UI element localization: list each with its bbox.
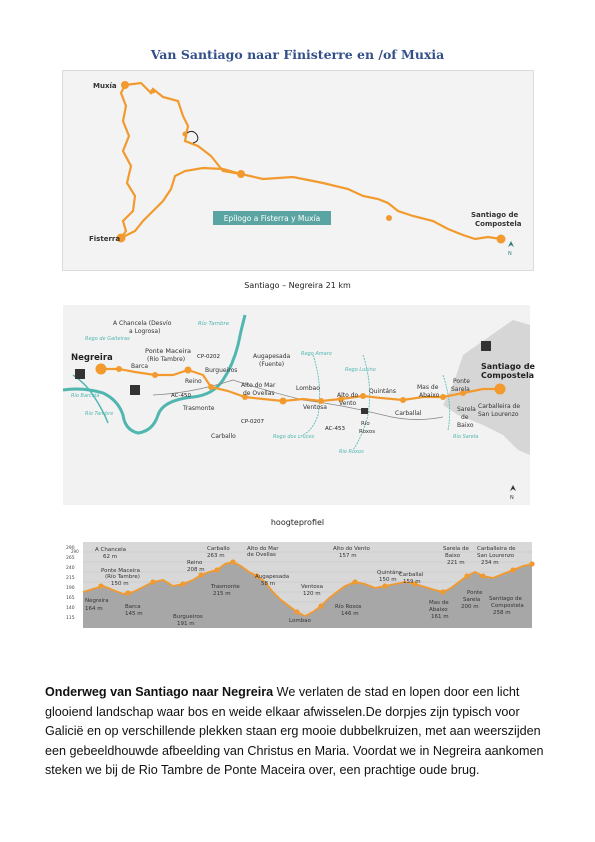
waypoint-marker: [400, 397, 406, 403]
north-label: N: [510, 495, 514, 501]
house-icon: [481, 341, 491, 351]
barca-label: Barca: [131, 363, 149, 370]
stop-label-santiago-2: Compostela: [491, 603, 524, 609]
stop-elev-sarela-baixo: 221 m: [447, 560, 465, 566]
stage-route-map: [63, 305, 535, 505]
stop-label-carballeira: Carballeira de: [477, 546, 516, 552]
route-muxia-junction: [125, 83, 241, 174]
north-label: N: [508, 251, 512, 257]
cp0207-label: CP-0207: [241, 419, 265, 425]
augapesada-label-2: (Fuente): [259, 361, 285, 368]
route-fisterra-junction: [121, 168, 241, 238]
stop-label-carballeira-2: San Lourenzo: [477, 553, 515, 559]
route-overview-svg: [63, 71, 533, 270]
rio-sarela-label: Río Sarela: [453, 434, 479, 440]
stop-label-sarela-baixo: Sarela de: [443, 546, 469, 552]
waypoint-marker: [440, 394, 446, 400]
alto-vento-label: Alto do: [337, 392, 359, 399]
waypoint-marker: [183, 132, 188, 137]
stop-label-carballo: Carballo: [207, 546, 230, 552]
rio-roxos-label-2: Roxos: [359, 429, 376, 435]
stop-label-mas-abaixo: Mas de: [429, 600, 449, 606]
stop-label-achancela: A Chancela: [95, 547, 126, 553]
ponte-maceira-label-2: (Río Tambre): [147, 356, 186, 363]
route-junction-santiago: [241, 174, 501, 239]
house-icon: [75, 369, 85, 379]
stop-elev-trasmonte: 215 m: [213, 591, 231, 597]
stop-label-lombao: Lombao: [289, 618, 311, 624]
elevation-profile-svg: [71, 542, 532, 628]
waypoint-marker: [185, 367, 192, 374]
sarela-abaixo-label-2: de: [461, 414, 469, 421]
stop-label-barca: Barca: [125, 604, 141, 610]
alto-mar-label: Alto do Mar: [241, 382, 276, 389]
carballal-label: Carballal: [395, 410, 422, 417]
stop-label-quintans: Quintáns: [377, 570, 402, 576]
waypoint-marker: [151, 89, 156, 94]
stop-elev-ventosa: 120 m: [303, 591, 321, 597]
ponte-sarela-label-2: Sarela: [451, 386, 470, 393]
page-title: Van Santiago naar Finisterre en /of Muxia: [150, 47, 445, 62]
house-icon: [130, 385, 140, 395]
stop-label-ponte-maceira-2: (Río Tambre): [105, 574, 140, 580]
stop-label-augapesada: Augapesada: [255, 574, 290, 580]
chancela-label: A Chancela (Desvío: [113, 320, 172, 327]
route-fisterra-muxia: [121, 85, 135, 238]
augapesada-label: Augapesada: [253, 353, 291, 360]
camera-icon: [361, 408, 368, 414]
santiago-label-line1: Santiago de: [471, 211, 519, 219]
waypoint-marker: [208, 384, 214, 390]
carballo-label: Carballo: [211, 433, 236, 440]
rio-barcala-label: Río Barcala: [71, 393, 100, 399]
rego-gaiteiras-label: Rego de Gaiteiras: [85, 336, 130, 342]
stop-label-alto-mar: Alto do Mar: [247, 546, 279, 552]
santiago-label-2: Compostela: [481, 371, 535, 380]
stop-label-sarela-baixo-2: Baixo: [445, 553, 461, 559]
waypoint-marker: [152, 372, 158, 378]
stop-elev-rio-roxos: 146 m: [341, 611, 359, 617]
y-tick-label: 290: [66, 546, 75, 551]
stop-label-alto-vento: Alto do Vento: [333, 546, 370, 552]
stop-label-santiago: Santiago de: [489, 596, 522, 602]
stop-elev-carballal: 159 m: [403, 579, 421, 585]
alto-mar-label-2: de Ovellas: [243, 390, 275, 397]
stop-elev-carballeira: 234 m: [481, 560, 499, 566]
rego-cruces-label: Rego dos cruces: [273, 434, 315, 440]
waypoint-marker: [386, 215, 392, 221]
junction-marker: [237, 170, 245, 178]
carballeira-label: Carballeira de: [478, 403, 521, 410]
ponte-maceira-label: Ponte Maceira: [145, 347, 192, 355]
y-tick-label: 165: [66, 596, 75, 601]
y-tick-label: 290: [71, 549, 79, 554]
map-caption: Santiago – Negreira 21 km: [244, 281, 351, 290]
stop-elev-augapesada: 58 m: [261, 581, 276, 587]
stop-elev-ponte-sarela: 200 m: [461, 604, 479, 610]
epilogue-label: Epílogo a Fisterra y Muxía: [223, 214, 321, 223]
chancela-label-2: a Logrosa): [129, 328, 161, 335]
quintans-label: Quintáns: [369, 388, 396, 395]
route-overview-map: [62, 70, 534, 271]
profile-caption: hoogteprofiel: [270, 518, 325, 527]
elevation-profile: [71, 542, 532, 628]
stop-elev-ponte-maceira: 150 m: [111, 581, 129, 587]
santiago-marker: [495, 384, 506, 395]
stage-body-text: We verlaten de stad en lopen door een licht glooiend landschap waar bos en weide elkaar afwisselen.De dorpjes zijn typisch voor Galicië en op verschillende plekken staan erg mooie dubbelkruizen, met aan weerszijden een gebeeldhouwde afbeelding van Christus en Maria. Voordat we in Negreira aankomen steken we bij de Rio Tambre de Ponte Maceira over, een prachtige oude brug.: [45, 685, 544, 777]
rego-amaro-label: Rego Amaro: [301, 351, 332, 357]
carballeira-label-2: San Lourenzo: [478, 411, 519, 418]
rio-roxos-label: Río: [361, 421, 370, 427]
stop-elev-santiago: 258 m: [493, 610, 511, 616]
stop-label-ponte-sarela: Ponte: [467, 590, 483, 596]
y-tick-label: 265: [66, 556, 75, 561]
rio-tambre-left-label: Río Tambre: [85, 411, 114, 417]
waypoint-marker: [280, 398, 287, 405]
stop-elev-reino: 208 m: [187, 567, 205, 573]
sarela-abaixo-label: Sarela: [457, 406, 476, 413]
stop-elev-barca: 145 m: [125, 611, 143, 617]
ponte-sarela-label: Ponte: [453, 378, 470, 385]
rio-roxos-river-label: Río Roxos: [339, 449, 364, 455]
negreira-label: Negreira: [71, 353, 113, 363]
santiago-marker: [497, 235, 506, 244]
muxia-marker: [121, 81, 129, 89]
north-arrow-icon: [508, 241, 514, 247]
stop-label-trasmonte: Trasmonte: [211, 584, 240, 590]
negreira-marker: [96, 364, 107, 375]
stage-heading: Onderweg van Santiago naar Negreira: [45, 685, 274, 699]
y-tick-label: 115: [66, 616, 75, 621]
stop-label-ponte-maceira: Ponte Maceira: [101, 568, 140, 574]
stop-elev-quintans: 150 m: [379, 577, 397, 583]
stop-elev-burgueiros: 191 m: [177, 621, 195, 627]
ac450-label: AC-450: [171, 393, 191, 399]
reino-label: Reino: [185, 378, 202, 385]
stop-label-burgueiros: Burgueiros: [173, 614, 203, 620]
fisterra-label: Fisterra: [89, 235, 121, 243]
muxia-label: Muxía: [93, 82, 117, 90]
lombao-label: Lombao: [296, 385, 320, 392]
stop-elev-achancela: 62 m: [103, 554, 118, 560]
stop-label-carballal: Carballal: [399, 572, 424, 578]
y-tick-label: 140: [66, 606, 75, 611]
waypoint-marker: [116, 366, 122, 372]
stop-elev-carballo: 263 m: [207, 553, 225, 559]
stop-elev-alto-vento: 157 m: [339, 553, 357, 559]
y-tick-label: 190: [66, 586, 75, 591]
rego-amaro-stream: [303, 355, 320, 435]
stop-elev-mas-abaixo: 161 m: [431, 614, 449, 620]
profile-y-axis-labels: [66, 546, 80, 626]
stop-label-reino: Reino: [187, 560, 203, 566]
santiago-label-line2: Compostela: [475, 220, 522, 228]
alto-vento-label-2: Vento: [339, 400, 357, 407]
mas-abaixo-label-2: Abaixo: [419, 392, 440, 399]
sarela-abaixo-label-3: Baixo: [457, 422, 474, 429]
north-arrow-icon: [510, 485, 516, 491]
burgueiros-label: Burgueiros: [205, 367, 238, 374]
stop-label-ventosa: Ventosa: [301, 584, 323, 590]
stop-label-alto-mar-2: de Ovellas: [247, 552, 276, 558]
trasmonte-label: Trasmonte: [183, 405, 215, 412]
rego-lucino-label: Rego Lucino: [345, 367, 376, 373]
stop-label-mas-abaixo-2: Abaixo: [429, 607, 448, 613]
stop-label-negreira: Negreira: [85, 598, 109, 604]
cp0202-label: CP-0202: [197, 354, 221, 360]
stage-description: [45, 683, 555, 781]
y-tick-label: 240: [66, 566, 75, 571]
ac453-label: AC-453: [325, 426, 345, 432]
stop-elev-negreira: 164 m: [85, 606, 103, 612]
mas-abaixo-label: Mas de: [417, 384, 439, 391]
ventosa-label: Ventosa: [303, 404, 327, 411]
rio-tambre-top-label: Río Tambre: [198, 321, 230, 327]
y-tick-label: 215: [66, 576, 75, 581]
stop-label-ponte-sarela-2: Sarela: [463, 597, 481, 603]
stage-map-svg: [63, 305, 535, 505]
santiago-label: Santiago de: [481, 362, 535, 371]
stop-label-rio-roxos: Río Roxos: [335, 604, 362, 610]
waypoint-marker: [360, 393, 366, 399]
